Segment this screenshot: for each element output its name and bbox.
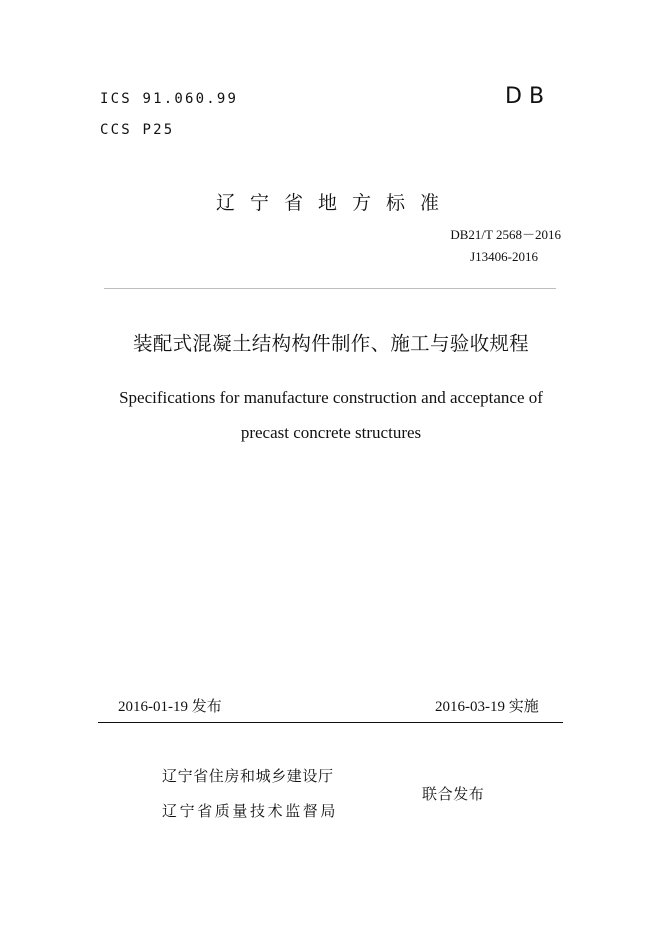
ics-code: ICS 91.060.99 (100, 91, 239, 107)
record-number: J13406-2016 (470, 249, 538, 264)
db-mark: DB (505, 84, 552, 109)
title-chinese: 装配式混凝土结构构件制作、施工与验收规程 (132, 332, 529, 355)
issuer-quality-bureau: 辽宁省质量技术监督局 (162, 802, 339, 820)
ccs-code: CCS P25 (100, 122, 175, 138)
title-english-line1: Specifications for manufacture construction and acceptance of (119, 388, 543, 407)
authority-heading: 辽宁省地方标准 (215, 192, 454, 214)
footer-divider (98, 722, 563, 723)
issuer-housing-dept: 辽宁省住房和城乡建设厅 (162, 767, 334, 785)
publish-date: 2016-01-19 发布 (118, 699, 222, 715)
joint-publish-label: 联合发布 (422, 785, 485, 803)
title-english-line2: precast concrete structures (240, 423, 422, 442)
header-divider (104, 288, 556, 289)
standard-number: DB21/T 2568－2016 (450, 227, 561, 242)
implement-date: 2016-03-19 实施 (435, 699, 539, 715)
